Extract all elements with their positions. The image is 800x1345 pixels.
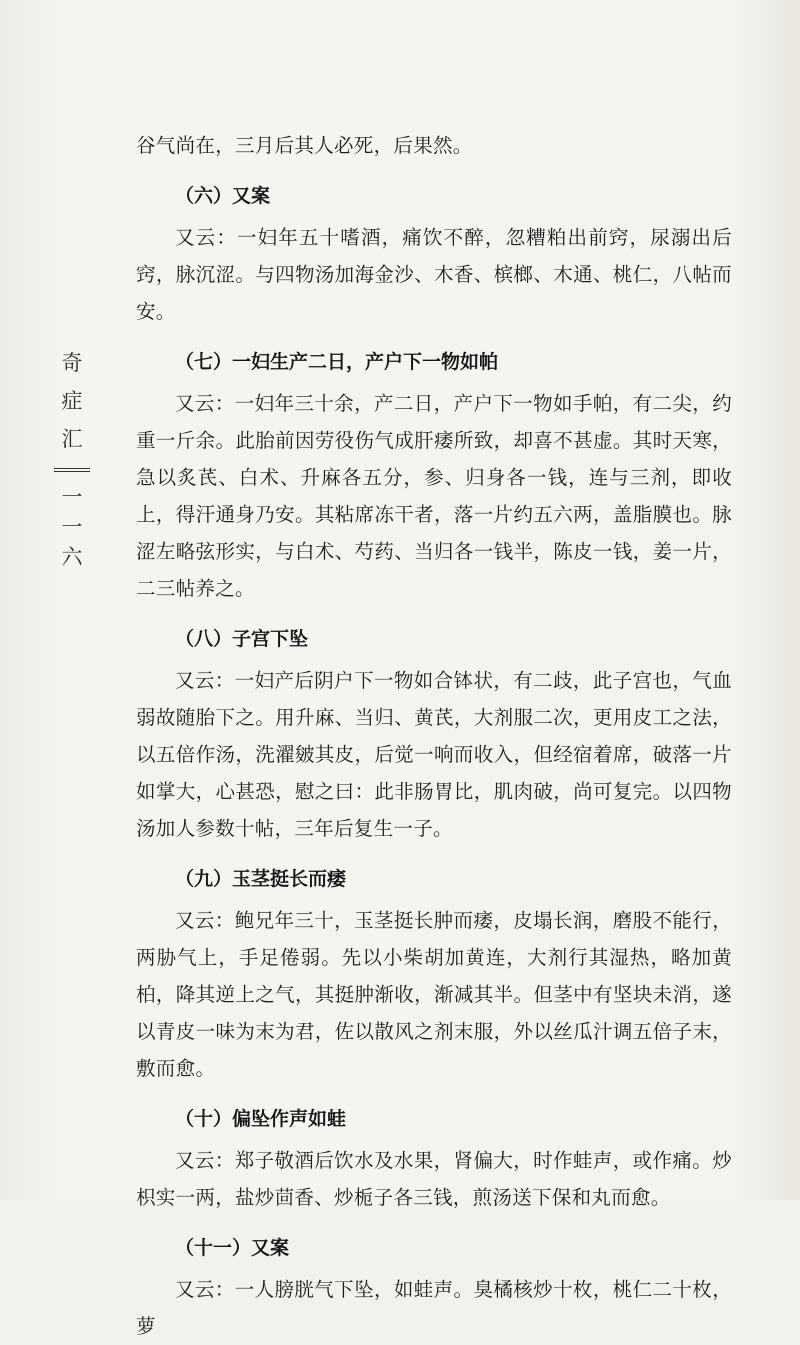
running-head xyxy=(52,344,92,572)
section-heading: （十一）又案 xyxy=(175,1237,290,1259)
section-heading: （八）子宫下坠 xyxy=(175,628,309,650)
book-title-char: 汇 xyxy=(61,427,83,451)
section-heading: （七）一妇生产二日，产户下一物如帕 xyxy=(175,351,499,373)
paragraph: 谷气尚在，三月后其人必死，后果然。 xyxy=(136,134,473,157)
page-content xyxy=(136,127,732,1345)
section-heading: （六）又案 xyxy=(175,185,271,207)
paragraph: 又云：一妇年三十余，产二日，产户下一物如手帕，有二尖，约重一斤余。此胎前因劳役伤气成肝痿所致，却喜不甚虚。其时天寒，急以炙芪、白术、升麻各五分，参、归身各一钱，连与三剂，即收上，得汗通身乃安。其粘席冻干者，落一片约五六两，盖脂膜也。脉涩左略弦形实，与白术、芍药、当归各一钱半，陈皮一钱，姜一片，二三帖养之。 xyxy=(136,392,732,600)
margin-divider xyxy=(54,468,90,472)
page-number-char: 六 xyxy=(61,545,83,569)
book-title-char: 症 xyxy=(61,389,83,413)
paragraph: 又云：鲍兄年三十，玉茎挺长肿而痿，皮塌长润，磨股不能行，两胁气上，手足倦弱。先以小柴胡加黄连，大剂行其湿热，略加黄柏，降其逆上之气，其挺肿渐收，渐减其半。但茎中有坚块未消，遂以青皮一味为末为君，佐以散风之剂末服，外以丝瓜汁调五倍子末，敷而愈。 xyxy=(136,909,732,1080)
paragraph: 又云：一人膀胱气下坠，如蛙声。臭橘核炒十枚，桃仁二十枚，萝 xyxy=(136,1278,732,1338)
paragraph: 又云：一妇产后阴户下一物如合钵状，有二歧，此子宫也，气血弱故随胎下之。用升麻、当归、黄芪，大剂服二次，更用皮工之法，以五倍作汤，洗濯皴其皮，后觉一响而收入，但经宿着席，破落一片如掌大，心甚恐，慰之曰：此非肠胃比，肌肉破，尚可复完。以四物汤加人参数十帖，三年后复生一子。 xyxy=(136,669,732,840)
page-number-char: 一 xyxy=(61,485,83,509)
paragraph: 又云：郑子敬酒后饮水及水果，肾偏大，时作蛙声，或作痛。炒枳实一两，盐炒茴香、炒栀子各三钱，煎汤送下保和丸而愈。 xyxy=(136,1149,732,1209)
book-title-char: 奇 xyxy=(61,351,83,375)
page-number-char: 一 xyxy=(61,515,83,539)
section-heading: （九）玉茎挺长而痿 xyxy=(175,868,347,890)
section-heading: （十）偏坠作声如蛙 xyxy=(175,1108,347,1130)
paragraph: 又云：一妇年五十嗜酒，痛饮不醉，忽糟粕出前窍，尿溺出后窍，脉沉涩。与四物汤加海金沙、木香、槟榔、木通、桃仁，八帖而安。 xyxy=(136,226,732,323)
page-number xyxy=(52,482,92,572)
book-title xyxy=(52,344,92,458)
